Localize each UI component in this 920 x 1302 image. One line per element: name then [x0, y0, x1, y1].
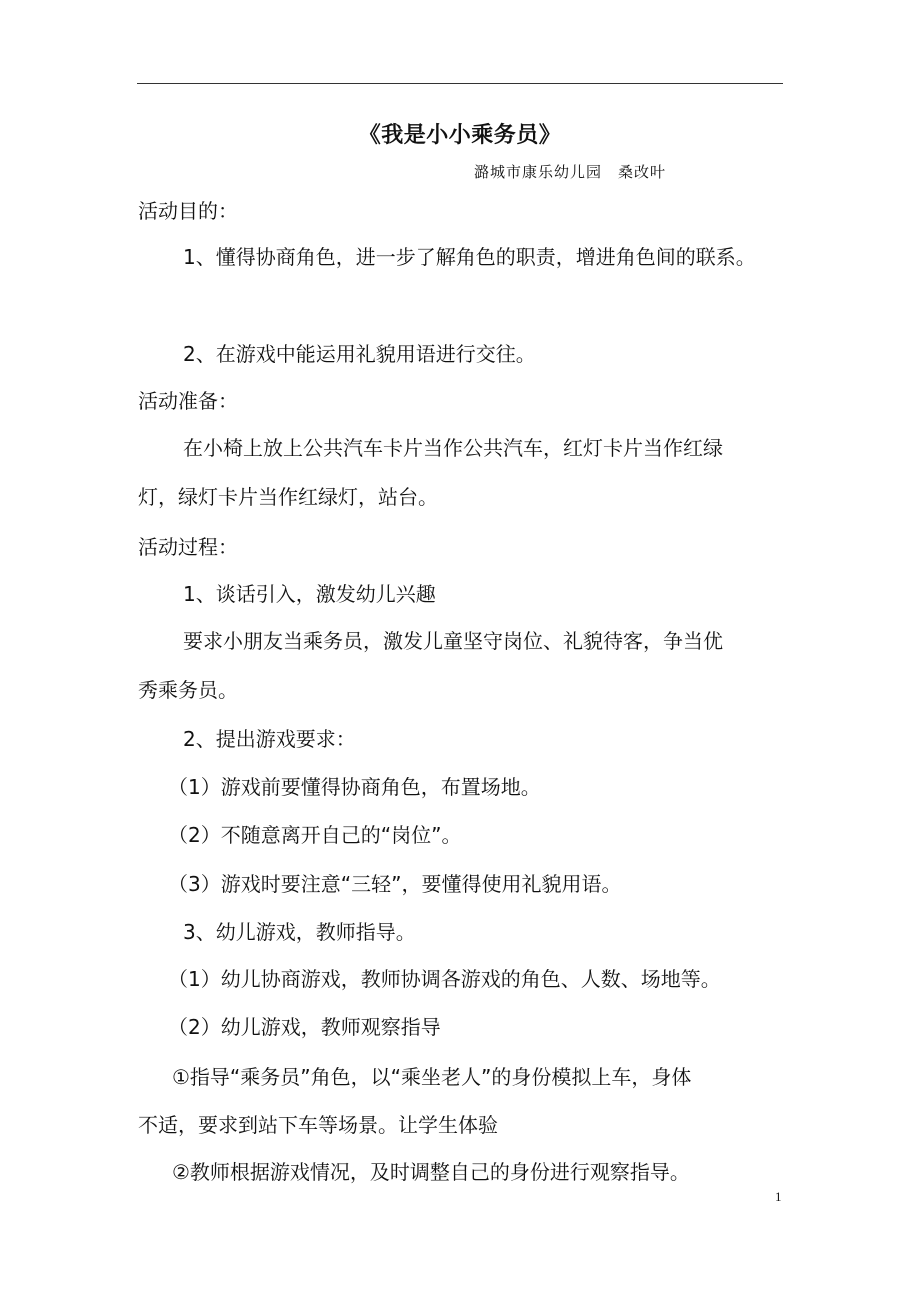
prep-heading: 活动准备：: [138, 389, 238, 413]
prep-text-line-1: 在小椅上放上公共汽车卡片当作公共汽车，红灯卡片当作红绿: [183, 436, 723, 460]
document-title: 《我是小小乘务员》: [358, 123, 562, 148]
requirement-2: （2）不随意离开自己的“岗位”。: [168, 823, 462, 847]
step-3: 3、幼儿游戏，教师指导。: [183, 920, 416, 944]
goals-heading: 活动目的：: [138, 199, 238, 223]
goal-item-2: 2、在游戏中能运用礼貌用语进行交往。: [183, 342, 536, 366]
author-byline: 潞城市康乐幼儿园 桑改叶: [474, 163, 667, 181]
requirement-1: （1）游戏前要懂得协商角色，布置场地。: [168, 775, 541, 799]
sub-step-2: （2）幼儿游戏，教师观察指导: [168, 1015, 441, 1039]
step-1-text-line-1: 要求小朋友当乘务员，激发儿童坚守岗位、礼貌待客，争当优: [183, 629, 723, 653]
process-heading: 活动过程：: [138, 535, 238, 559]
step-1-text-line-2: 秀乘务员。: [138, 678, 238, 702]
goal-item-1: 1、懂得协商角色，进一步了解角色的职责，增进角色间的联系。: [183, 245, 756, 269]
prep-text-line-2: 灯，绿灯卡片当作红绿灯，站台。: [138, 485, 438, 509]
requirement-3: （3）游戏时要注意“三轻”，要懂得使用礼貌用语。: [168, 872, 622, 896]
guidance-1-line-1: ①指导“乘务员”角色，以“乘坐老人”的身份模拟上车，身体: [172, 1065, 692, 1089]
guidance-1-line-2: 不适，要求到站下车等场景。让学生体验: [138, 1113, 498, 1137]
sub-step-1: （1）幼儿协商游戏，教师协调各游戏的角色、人数、场地等。: [168, 967, 721, 991]
header-rule: [137, 83, 783, 84]
step-1: 1、谈话引入，激发幼儿兴趣: [183, 582, 436, 606]
page-number: 1: [775, 1189, 782, 1204]
step-2: 2、提出游戏要求：: [183, 727, 356, 751]
guidance-2: ②教师根据游戏情况，及时调整自己的身份进行观察指导。: [172, 1160, 690, 1184]
